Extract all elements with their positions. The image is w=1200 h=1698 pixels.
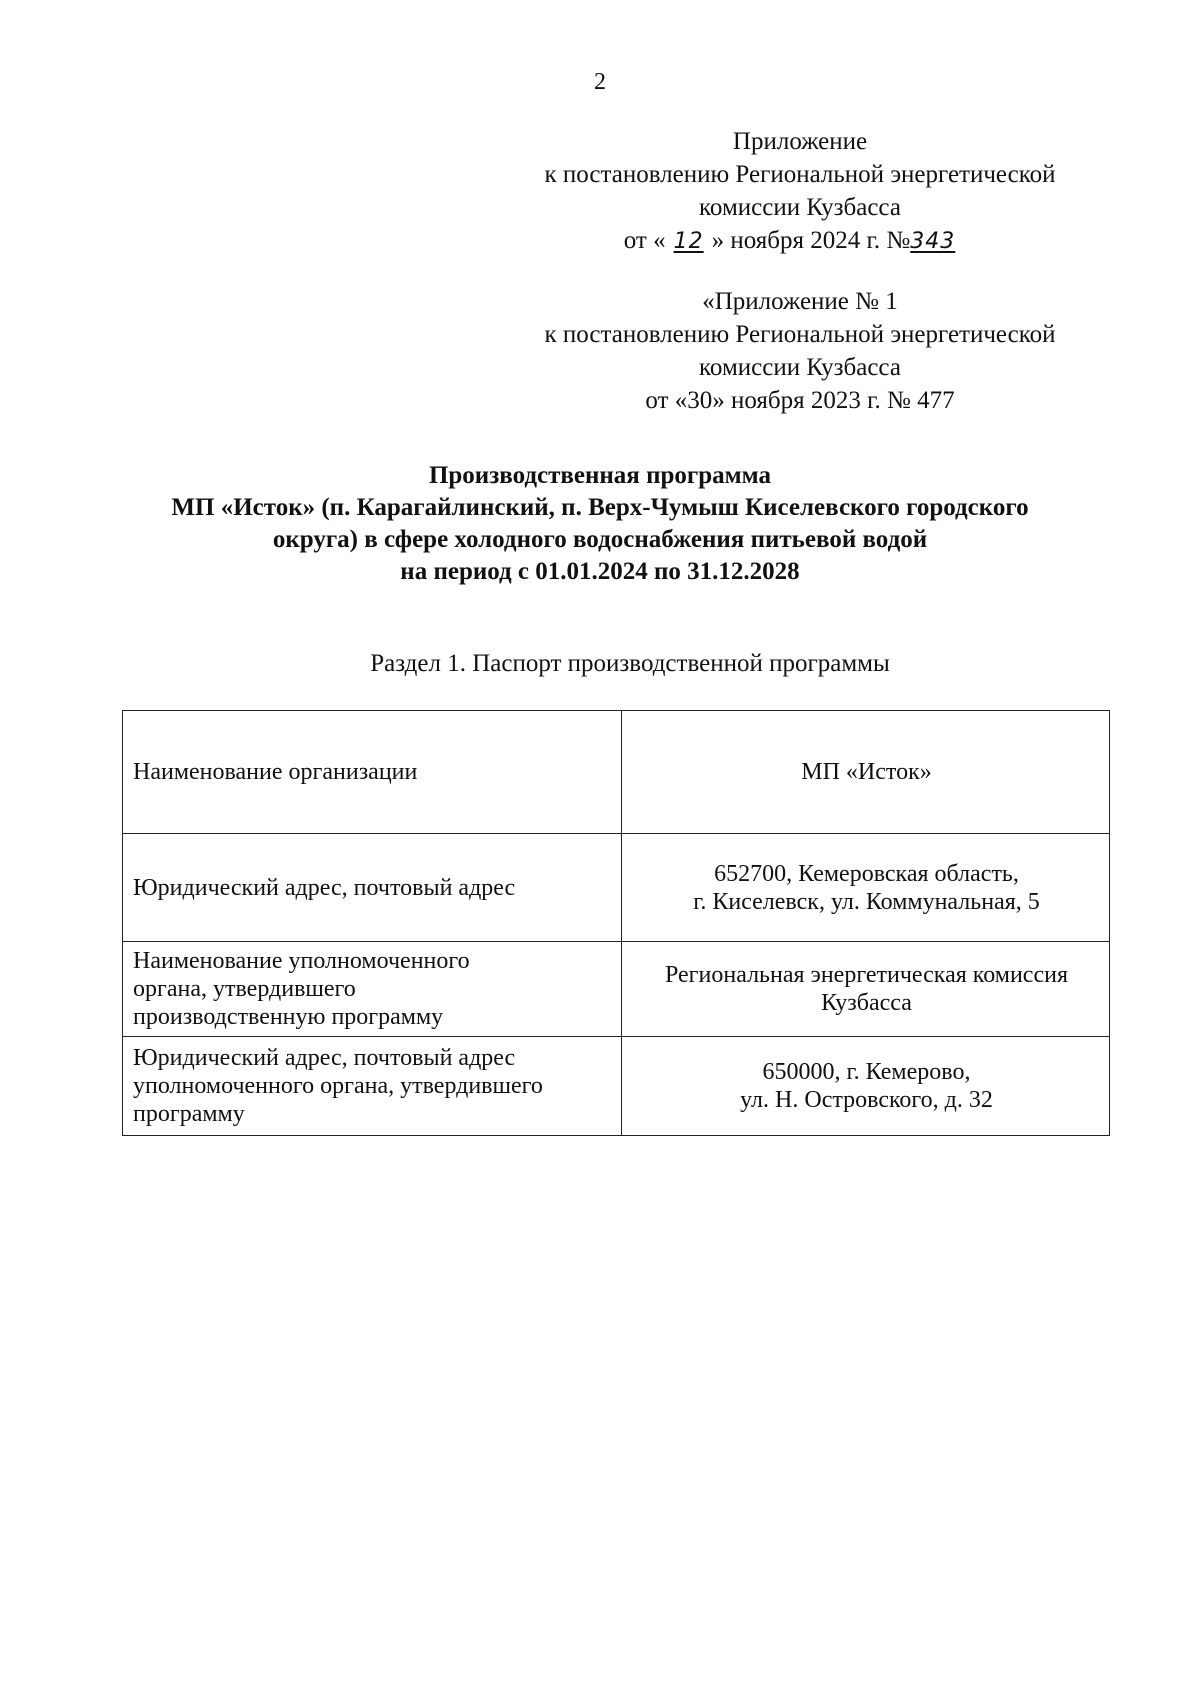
table-cell-label [123, 834, 622, 942]
program-title-line-3: округа) в сфере холодного водоснабжения питьевой водой [272, 526, 928, 553]
handwritten-day: 12 [673, 229, 704, 254]
prev-appendix-line-3: комиссии Кузбасса [699, 354, 901, 381]
passport-table [122, 710, 1110, 1136]
table-cell-value [622, 711, 1110, 834]
cell-text: Юридический адрес, почтовый адрес [133, 1045, 516, 1071]
table-cell-label [123, 711, 622, 834]
cell-text: 650000, г. Кемерово, [762, 1059, 971, 1085]
cell-text: Кузбасса [821, 990, 912, 1016]
date-prefix: от « [623, 227, 666, 254]
program-title-line-1: Производственная программа [428, 462, 772, 489]
table-cell-label [123, 942, 622, 1037]
cell-text: г. Киселевск, ул. Коммунальная, 5 [693, 888, 1040, 915]
table-cell-value [622, 834, 1110, 942]
cell-text: Юридический адрес, почтовый адрес [133, 874, 516, 901]
table-cell-label [123, 1037, 622, 1136]
cell-text: производственную программу [133, 1004, 444, 1030]
program-title [100, 460, 1100, 588]
prev-appendix-title: «Приложение № 1 [702, 288, 898, 315]
date-middle: » ноября 2024 г. № [711, 227, 911, 254]
table-row [123, 834, 1110, 942]
previous-appendix-header [500, 285, 1100, 417]
appendix-header [500, 125, 1100, 258]
appendix-line-3: комиссии Кузбасса [699, 194, 901, 221]
table-row [123, 942, 1110, 1037]
page-number: 2 [594, 69, 606, 95]
cell-text: программу [133, 1101, 245, 1127]
appendix-line-2: к постановлению Региональной энергетической [544, 161, 1056, 188]
appendix-title: Приложение [732, 128, 868, 155]
table-row [123, 1037, 1110, 1136]
cell-text: органа, утвердившего [133, 976, 356, 1002]
cell-text: МП «Исток» [801, 759, 932, 785]
appendix-date-line [500, 224, 1100, 258]
program-title-line-2: МП «Исток» (п. Карагайлинский, п. Верх-Чумыш Киселевского городского [171, 494, 1029, 521]
handwritten-number: 343 [910, 229, 956, 254]
cell-text: уполномоченного органа, утвердившего [133, 1073, 543, 1099]
table-cell-value [622, 942, 1110, 1037]
cell-text: 652700, Кемеровская область, [714, 860, 1019, 887]
program-title-line-4: на период с 01.01.2024 по 31.12.2028 [400, 558, 800, 585]
table-row [123, 711, 1110, 834]
cell-text: Наименование уполномоченного [133, 948, 470, 974]
section-title: Раздел 1. Паспорт производственной программы [370, 650, 890, 677]
table-cell-value [622, 1037, 1110, 1136]
cell-text: ул. Н. Островского, д. 32 [740, 1087, 993, 1113]
prev-appendix-line-4: от «30» ноября 2023 г. № 477 [645, 387, 955, 414]
cell-text: Региональная энергетическая комиссия [664, 962, 1068, 988]
cell-text: Наименование организации [133, 759, 418, 785]
prev-appendix-line-2: к постановлению Региональной энергетической [544, 321, 1056, 348]
